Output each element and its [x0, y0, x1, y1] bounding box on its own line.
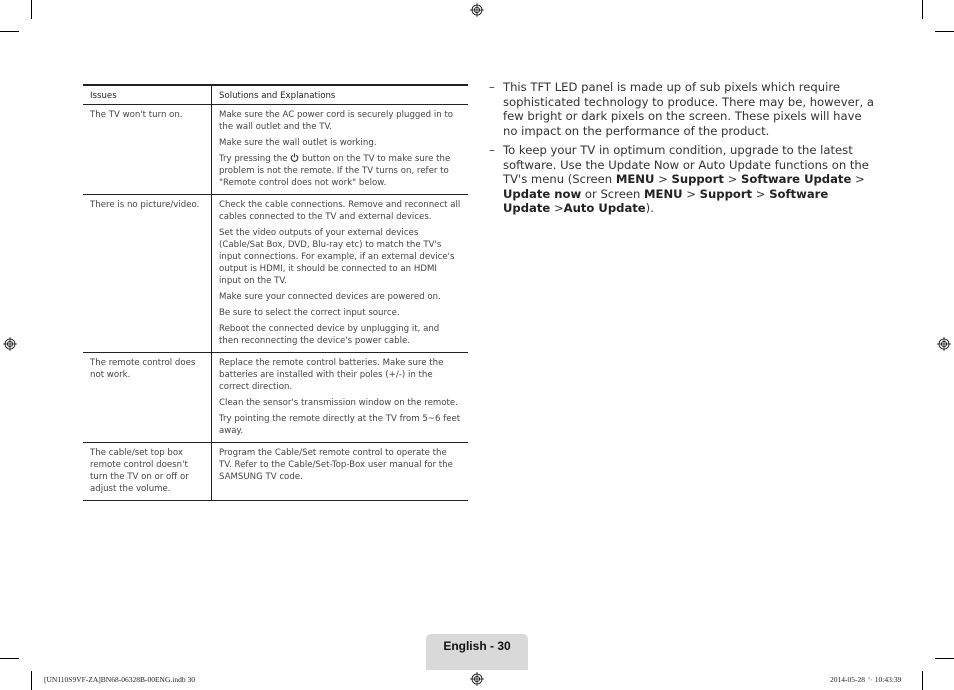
menu-path-item: Software Update [741, 172, 852, 186]
crop-mark [31, 671, 32, 690]
crop-mark [922, 671, 923, 690]
troubleshooting-table [83, 84, 468, 501]
issue-cell: The cable/set top box remote control doesn't turn the TV on or off or adjust the volume. [83, 443, 212, 501]
solution-text: Set the video outputs of your external devices (Cable/Sat Box, DVD, Blu-ray etc) to match the TV's input connections. For example, if an external device's output is HDMI, it should be connected to an HDMI input on the TV. [219, 228, 455, 286]
solution-text: Check the cable connections. Remove and reconnect all cables connected to the TV and external devices. [219, 200, 461, 222]
tft-note-text: This TFT LED panel is made up of sub pixels which require sophisticated technology to produce. There may be, however, a few bright or dark pixels on the screen. These pixels will have no impact on the performance of the product. [503, 80, 874, 138]
print-file-info: [UN110S9VF-ZA]BN68-06328B-00ENG.indb 30 [44, 675, 195, 684]
menu-path-separator: > [553, 201, 564, 215]
menu-path-separator: > [755, 186, 766, 201]
issue-cell: The TV won't turn on. [83, 105, 212, 195]
solution-cell [212, 353, 469, 443]
table-row [83, 353, 468, 443]
table-row [83, 105, 468, 195]
solution-text [219, 153, 461, 189]
registration-mark-icon [3, 337, 17, 351]
solution-text: Make sure your connected devices are powered on. [219, 292, 441, 302]
menu-path-item: Update now [503, 186, 582, 201]
solution-text: Clean the sensor's transmission window on the remote. [219, 398, 458, 408]
update-note-or: or Screen [584, 186, 641, 201]
solution-text: Reboot the connected device by unplugging it, and then reconnecting the device's power cable. [219, 324, 440, 346]
solution-text: Replace the remote control batteries. Make sure the batteries are installed with their poles (+/-) in the correct direction. [219, 358, 444, 392]
registration-mark-icon [470, 3, 484, 17]
page-number-tab [426, 634, 528, 670]
issue-cell: The remote control does not work. [83, 353, 212, 443]
issues-header: Issues [83, 85, 212, 105]
solution-cell [212, 105, 469, 195]
menu-path-item: Support [671, 172, 724, 186]
registration-mark-icon [937, 337, 951, 351]
power-icon [290, 153, 299, 162]
menu-path-item: Support [699, 186, 753, 201]
notes-column [489, 80, 875, 221]
table-header-row [83, 85, 468, 105]
note-dash: – [489, 80, 495, 94]
update-note [489, 143, 875, 216]
tft-note [489, 80, 875, 138]
menu-path-item: MENU [644, 186, 683, 201]
menu-path-item: Software Update [503, 186, 829, 215]
update-note-intro: To keep your TV in optimum condition, upgrade to the latest software. Use the Update Now or Auto Update functions on the TV's menu (Screen [503, 143, 869, 186]
menu-path-item: Auto Update [563, 201, 646, 215]
menu-path-separator: > [658, 172, 668, 186]
solution-text: Make sure the AC power cord is securely plugged in to the wall outlet and the TV. [219, 110, 454, 132]
solution-text-before: Try pressing the [219, 154, 288, 164]
crop-mark [935, 31, 954, 32]
solution-cell [212, 195, 469, 353]
menu-path-separator: > [727, 172, 738, 186]
solution-text: Make sure the wall outlet is working. [219, 138, 377, 148]
table-row [83, 443, 468, 501]
solution-text: Try pointing the remote directly at the TV from 5~6 feet away. [219, 414, 461, 436]
crop-mark [922, 0, 923, 19]
menu-path-separator: > [686, 186, 696, 201]
solution-text: Be sure to select the correct input source. [219, 308, 400, 318]
crop-mark [0, 658, 19, 659]
issue-cell: There is no picture/video. [83, 195, 212, 353]
menu-path-separator: > [855, 172, 865, 186]
registration-mark-icon [470, 672, 484, 686]
note-dash: – [489, 143, 495, 157]
menu-path-item: MENU [615, 172, 655, 186]
print-timestamp: 2014-05-28 ␉ 10:43:39 [830, 675, 902, 684]
solution-text-after: button on the TV to make sure the problem is not the remote. If the TV turns on, refer to "Remote control does not work" below. [219, 154, 451, 188]
update-note-close: ). [645, 201, 654, 215]
crop-mark [31, 0, 32, 19]
page-number-label: English - 30 [443, 639, 511, 653]
solutions-header: Solutions and Explanations [212, 85, 469, 105]
table-row [83, 195, 468, 353]
crop-mark [0, 31, 19, 32]
solution-text: Program the Cable/Set remote control to operate the TV. Refer to the Cable/Set-Top-Box user manual for the SAMSUNG TV code. [219, 448, 453, 482]
solution-cell [212, 443, 469, 501]
crop-mark [935, 658, 954, 659]
